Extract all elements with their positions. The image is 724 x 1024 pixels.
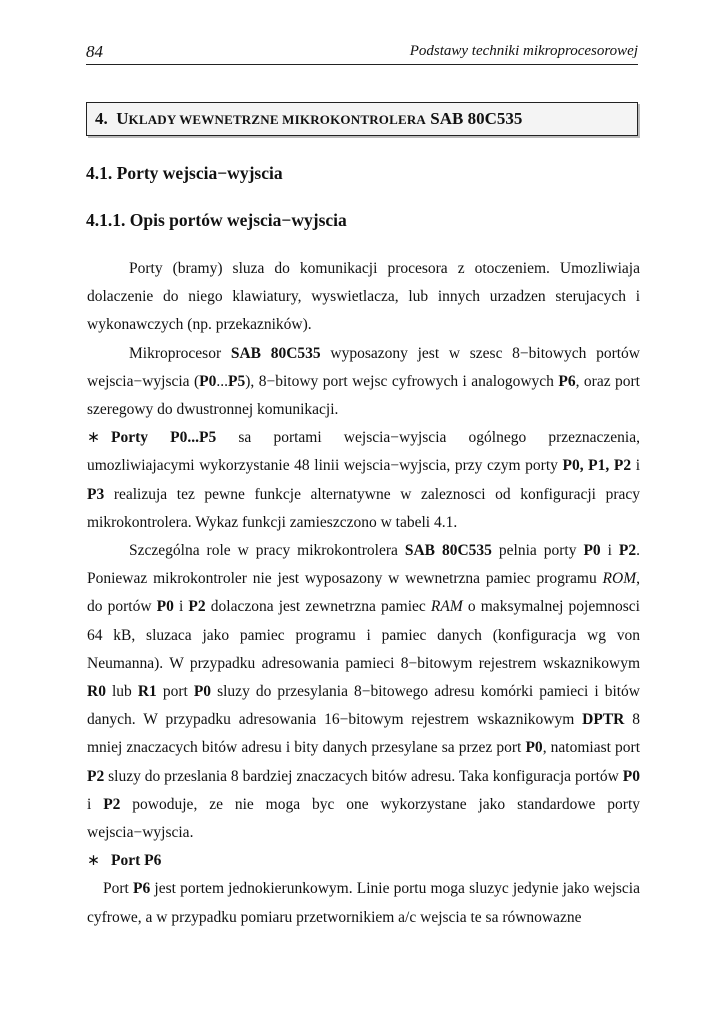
paragraph-3	[87, 537, 640, 847]
bold-run: P0	[583, 542, 601, 560]
italic-run: RAM	[430, 598, 463, 616]
text-run: , natomiast port	[542, 739, 640, 757]
text-run: Port	[103, 880, 134, 898]
bullet-title: Porty P0...P5	[111, 429, 217, 447]
text-run: realizuja tez pewne funkcje alternatywne w zaleznosci od konfiguracji pracy mikrokontrolera. Wykaz funkcji zamieszczono w tabeli 4.1.	[87, 485, 640, 531]
bullet-port-p6	[87, 847, 640, 875]
text-run: i	[173, 598, 189, 616]
bold-run: P0	[525, 739, 543, 757]
text-run: jest portem jednokierunkowym. Linie portu moga sluzyc jedynie jako wejscia cyfrowe, a w przypadku pomiaru przetwornikiem a/c wejscia te sa równowazne	[87, 880, 640, 926]
text-run: sluzy do przesylania 8−bitowego adresu komórki pamieci i bitów danych. W przypadku adresowania 16−bitowym rejestrem wskaznikowym	[87, 683, 641, 729]
text-run: lub	[105, 683, 138, 701]
italic-run: ROM	[602, 570, 637, 588]
text-run: dolaczona jest zewnetrzna pamiec	[205, 598, 431, 616]
bold-run: P5	[228, 372, 246, 390]
text-run: , do portów	[87, 570, 640, 616]
subsection-heading: 4.1.1. Opis portów wejscia−wyjscia	[86, 210, 347, 230]
bold-run: P0	[156, 598, 174, 616]
bold-run: DPTR	[582, 711, 625, 729]
text-run: , oraz port szeregowy do dwustronnej komunikacji.	[87, 372, 640, 419]
text-run: 8 mniej znaczacych bitów adresu i bity danych przesylane sa przez port	[87, 711, 641, 757]
text-run: port	[156, 683, 194, 701]
chapter-number: 4.	[95, 109, 108, 128]
body-text	[87, 255, 640, 932]
page-number: 84	[86, 42, 103, 61]
chapter-model: SAB 80C535	[430, 109, 523, 128]
bold-run: P0	[199, 372, 217, 390]
running-header	[86, 40, 638, 65]
chapter-heading-box	[86, 102, 638, 136]
text-run: pelnia porty	[491, 542, 584, 560]
bold-run: P2	[618, 542, 637, 560]
paragraph-4	[87, 875, 640, 931]
bold-run: P0, P1, P2	[562, 457, 632, 475]
text-run: i	[631, 457, 640, 475]
paragraph-2	[87, 340, 640, 425]
paragraph-1: Porty (bramy) sluza do komunikacji procesora z otoczeniem. Umozliwiaja dolaczenie do niego klawiatury, wyswietlacza, lub innych urzadzen sterujacych i wykonawczych (np. przekazników).	[87, 260, 640, 334]
text-run: ...	[216, 372, 229, 390]
bold-run: P6	[558, 372, 576, 390]
text-run: . Poniewaz mikrokontroler nie jest wyposazony w wewnetrzna pamiec programu	[87, 542, 640, 588]
chapter-initial: U	[116, 109, 129, 128]
bold-run: P0	[622, 767, 640, 785]
bold-run: R0	[87, 683, 106, 701]
text-run: sluzy do przeslania 8 bardziej znaczacych bitów adresu. Taka konfiguracja portów	[104, 767, 623, 785]
text-run: i	[87, 795, 104, 813]
bold-run: P6	[133, 880, 151, 898]
bold-run: P3	[87, 485, 105, 503]
bold-run: SAB 80C535	[230, 344, 321, 362]
text-run: wyposazony jest w szesc 8−bitowych portów wejscia−wyjscia (	[87, 344, 640, 390]
text-run: o maksymalnej pojemnosci 64 kB, sluzaca jako pamiec programu i pamiec danych (konfiguracja wg von Neumanna). W przypadku adresowania pamieci 8−bitowym rejestrem wskaznikowym	[87, 598, 640, 672]
bold-run: P0	[193, 683, 212, 701]
text-run: Szczególna role w pracy mikrokontrolera	[129, 542, 405, 560]
bullet-star-icon: ∗	[87, 429, 100, 447]
chapter-title-smallcaps: KLADY WEWNETRZNE MIKROKONTROLERA	[128, 112, 427, 127]
bullet-ports-p0-p5	[87, 424, 640, 537]
bold-run: P2	[103, 795, 121, 813]
text-run: sa portami wejscia−wyjscia ogólnego przeznaczenia, umozliwiajacymi wykorzystanie 48 linii wejscia−wyjscia, przy czym porty	[87, 429, 640, 475]
text-run: i	[600, 542, 619, 560]
section-heading: 4.1. Porty wejscia−wyjscia	[86, 163, 283, 183]
bold-run: P2	[188, 598, 206, 616]
bullet-star-icon: ∗	[87, 852, 100, 870]
text-run: powoduje, ze nie moga byc one wykorzystane jako standardowe porty wejscia−wyjscia.	[87, 795, 640, 842]
bold-run: P2	[87, 767, 105, 785]
bold-run: R1	[137, 683, 157, 701]
text-run: Mikroprocesor	[129, 344, 231, 362]
running-title: Podstawy techniki mikroprocesorowej	[409, 43, 638, 59]
text-run: ), 8−bitowy port wejsc cyfrowych i analogowych	[245, 372, 559, 390]
bold-run: SAB 80C535	[404, 542, 492, 560]
bullet-title: Port P6	[111, 852, 162, 870]
